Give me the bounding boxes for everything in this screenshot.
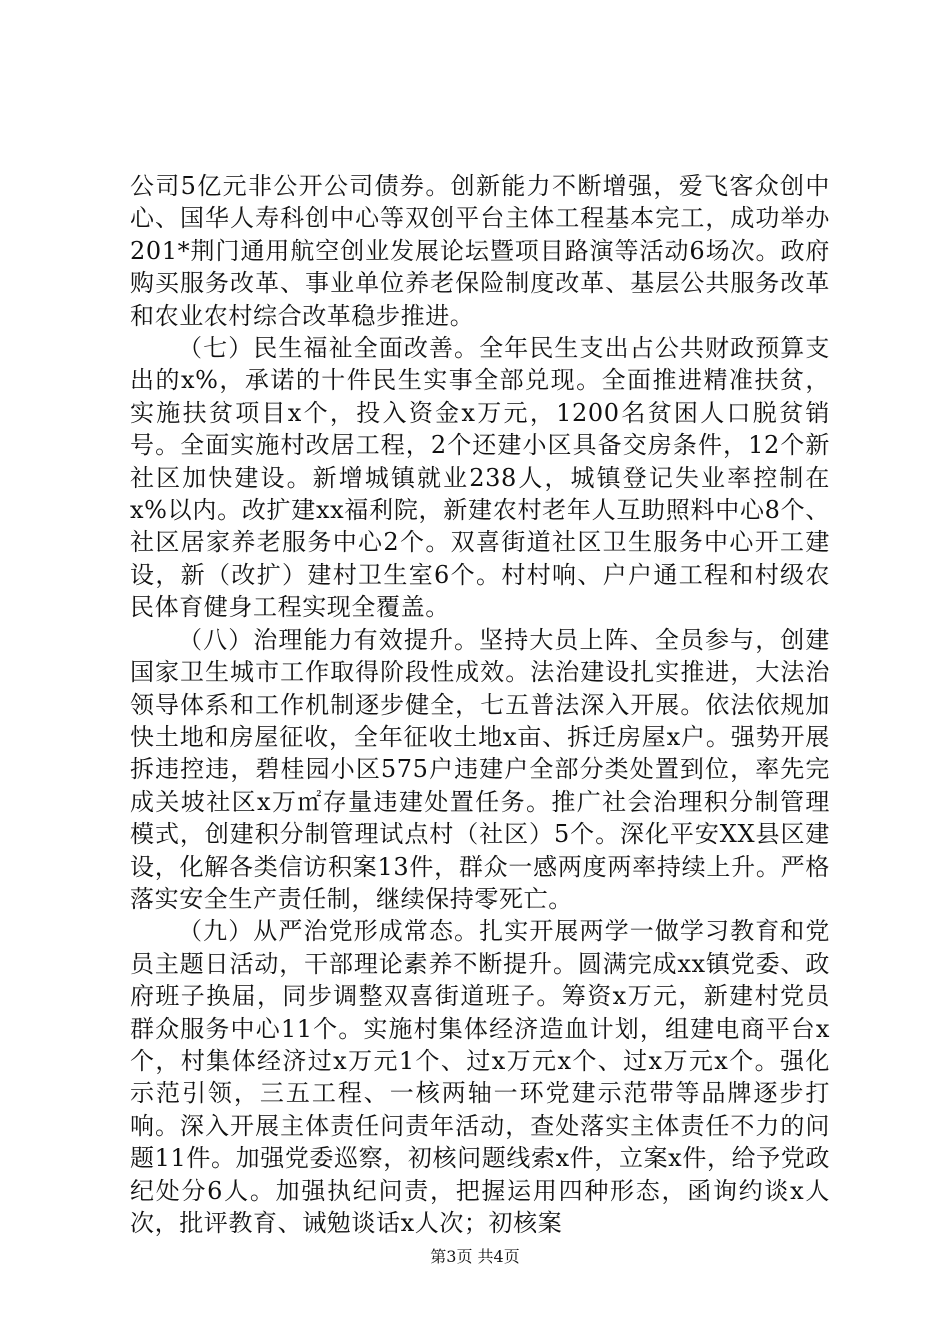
body-text — [130, 170, 830, 1239]
paragraph-continuation: 公司5亿元非公开公司债券。创新能力不断增强，爱飞客众创中心、国华人寿科创中心等双创平台主体工程基本完工，成功举办201*荆门通用航空创业发展论坛暨项目路演等活动6场次。政府购买服务改革、事业单位养老保险制度改革、基层公共服务改革和农业农村综合改革稳步推进。 — [130, 172, 830, 330]
paragraph-section-8: （八）治理能力有效提升。坚持大员上阵、全员参与，创建国家卫生城市工作取得阶段性成效。法治建设扎实推进，大法治领导体系和工作机制逐步健全，七五普法深入开展。依法依规加快土地和房屋征收，全年征收土地x亩、拆迁房屋x户。强势开展拆违控违，碧桂园小区575户违建户全部分类处置到位，率先完成关坡社区x万㎡存量违建处置任务。推广社会治理积分制管理模式，创建积分制管理试点村（社区）5个。深化平安XX县区建设，化解各类信访积案13件，群众一感两度两率持续上升。严格落实安全生产责任制，继续保持零死亡。 — [130, 625, 830, 913]
paragraph-section-9: （九）从严治党形成常态。扎实开展两学一做学习教育和党员主题日活动，干部理论素养不断提升。圆满完成xx镇党委、政府班子换届，同步调整双喜街道班子。筹资x万元，新建村党员群众服务中心11个。实施村集体经济造血计划，组建电商平台x个，村集体经济过x万元1个、过x万元x个、过x万元x个。强化示范引领，三五工程、一核两轴一环党建示范带等品牌逐步打响。深入开展主体责任问责年活动，查处落实主体责任不力的问题11件。加强党委巡察，初核问题线索x件，立案x件，给予党政纪处分6人。加强执纪问责，把握运用四种形态，函询约谈x人次，批评教育、诫勉谈话x人次；初核案 — [130, 917, 830, 1237]
page-footer: 第3页 共4页 — [430, 1247, 520, 1266]
paragraph-section-7: （七）民生福祉全面改善。全年民生支出占公共财政预算支出的x%，承诺的十件民生实事全部兑现。全面推进精准扶贫，实施扶贫项目x个，投入资金x万元，1200名贫困人口脱贫销号。全面实施村改居工程，2个还建小区具备交房条件，12个新社区加快建设。新增城镇就业238人，城镇登记失业率控制在x%以内。改扩建xx福利院，新建农村老年人互助照料中心8个、社区居家养老服务中心2个。双喜街道社区卫生服务中心开工建设，新（改扩）建村卫生室6个。村村响、户户通工程和村级农民体育健身工程实现全覆盖。 — [130, 334, 830, 622]
